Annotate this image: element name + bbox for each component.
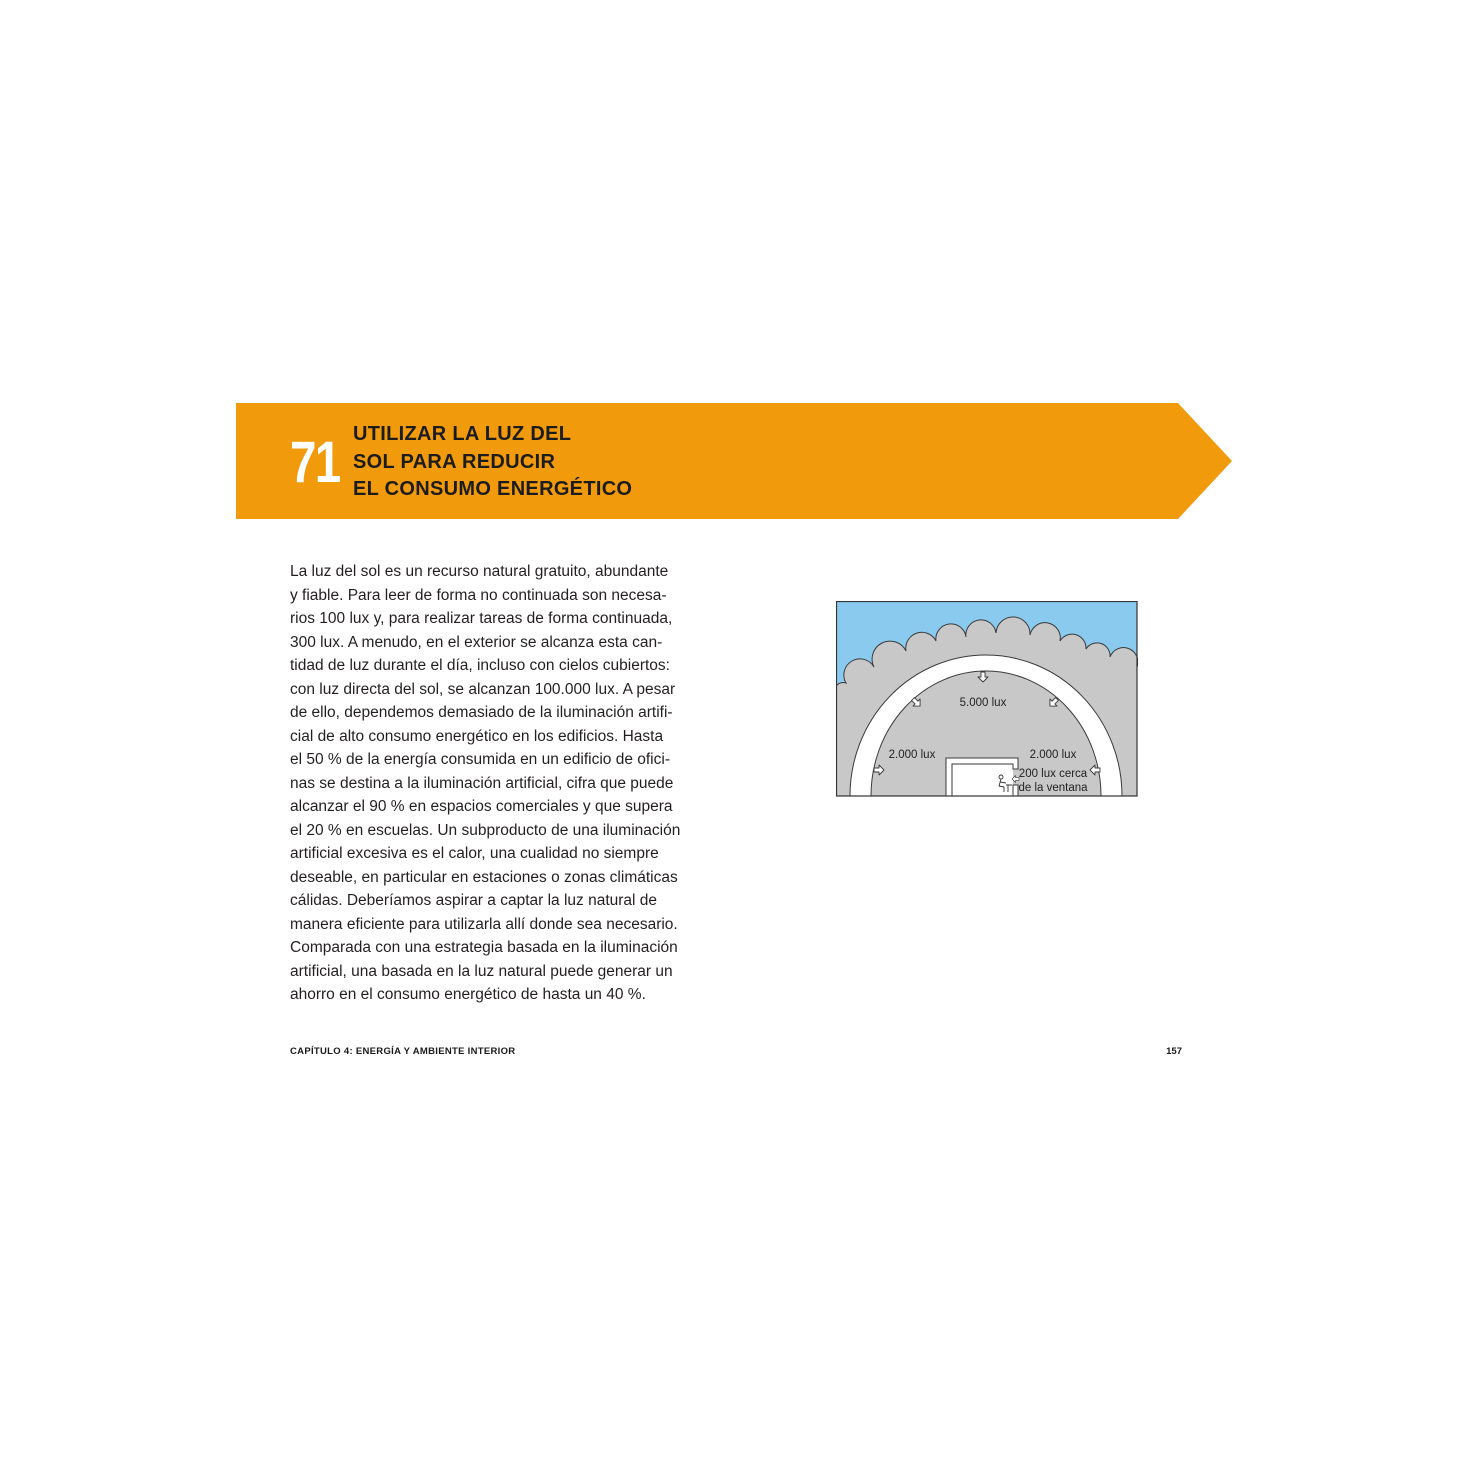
body-line: ahorro en el consumo energético de hasta un 40 %. [290, 986, 646, 1003]
body-line: 300 lux. A menudo, en el exterior se alcanza esta can- [290, 633, 663, 651]
section-number: 71 [290, 430, 340, 495]
body-paragraph [290, 560, 680, 1007]
body-line: tidad de luz durante el día, incluso con cielos cubiertos: [290, 657, 670, 674]
body-line: rios 100 lux y, para realizar tareas de forma continuada, [290, 610, 673, 627]
label-left-lux: 2.000 lux [888, 749, 936, 761]
section-title-line: EL CONSUMO ENERGÉTICO [353, 478, 633, 500]
section-title-line: SOL PARA REDUCIR [353, 450, 556, 473]
body-line: nas se destina a la iluminación artificial, cifra que puede [290, 774, 674, 792]
daylight-illustration [836, 601, 1138, 797]
section-title [353, 421, 632, 504]
body-line: alcanzar el 90 % en espacios comerciales y que supera [290, 798, 673, 815]
running-footer-chapter: CAPÍTULO 4: ENERGÍA Y AMBIENTE INTERIOR [290, 1046, 516, 1057]
body-line: cálidas. Deberíamos aspirar a captar la luz natural de [290, 892, 658, 909]
body-line: La luz del sol es un recurso natural gratuito, abundante [290, 563, 669, 580]
body-line: y fiable. Para leer de forma no continuada son necesa- [290, 586, 667, 604]
section-title-line: UTILIZAR LA LUZ DEL [353, 423, 572, 445]
body-line: artificial, una basada en la luz natural puede generar un [290, 962, 673, 980]
page-number: 157 [1166, 1046, 1182, 1057]
label-window-lux-line-1: 200 lux cerca [1018, 768, 1088, 780]
label-window-lux-line-2: de la ventana [1018, 782, 1088, 794]
body-line: de ello, dependemos demasiado de la iluminación artifi- [290, 704, 673, 721]
label-right-lux: 2.000 lux [1029, 749, 1077, 761]
person-head [999, 775, 1003, 779]
body-line: deseable, en particular en estaciones o zonas climáticas [290, 868, 678, 886]
body-line: Comparada con una estrategia basada en la iluminación [290, 939, 678, 956]
body-line: el 50 % de la energía consumida en un edificio de ofici- [290, 751, 670, 768]
body-line: cial de alto consumo energético en los edificios. Hasta [290, 727, 664, 745]
body-line: artificial excesiva es el calor, una cualidad no siempre [290, 845, 659, 862]
body-line: manera eficiente para utilizarla allí donde sea necesario. [290, 915, 678, 933]
label-zenith-lux: 5.000 lux [959, 697, 1007, 709]
body-line: con luz directa del sol, se alcanzan 100.000 lux. A pesar [290, 680, 676, 698]
building-lower-wall [1013, 785, 1018, 796]
body-line: el 20 % en escuelas. Un subproducto de una iluminación [290, 821, 681, 839]
building [946, 758, 1018, 796]
